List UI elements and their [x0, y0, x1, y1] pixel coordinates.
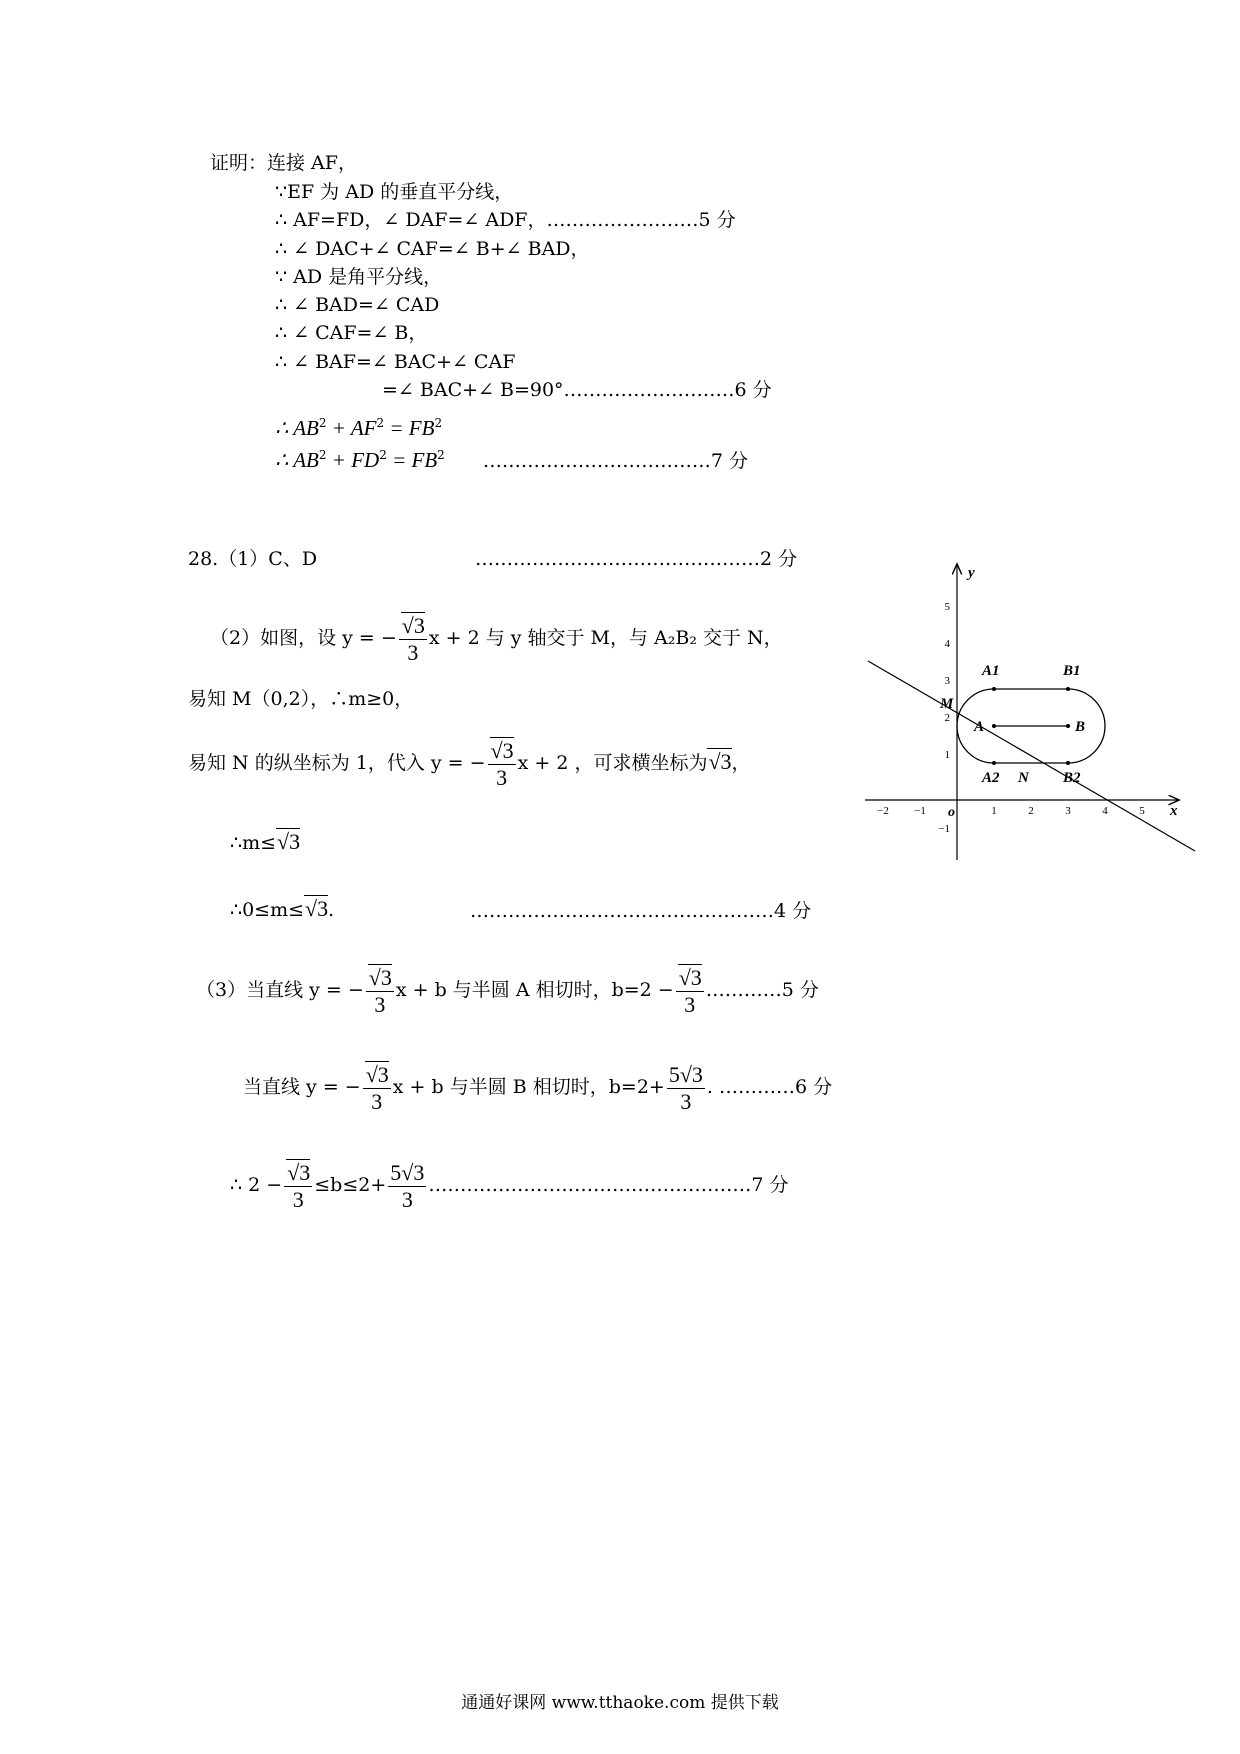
fraction-sqrt3-over-3: $\frac{√3}{3}$	[488, 738, 516, 791]
y-tick: −1	[938, 823, 950, 835]
fraction-sqrt3-over-3: $\frac{√3}{3}$	[676, 965, 704, 1018]
q28-part1: 28.（1）C、D	[188, 548, 318, 570]
proof-line-2: ∵EF 为 AD 的垂直平分线，	[275, 181, 514, 203]
fraction-sqrt3-over-3: $\frac{√3}{3}$	[363, 1062, 391, 1115]
x-tick: 3	[1065, 805, 1071, 817]
q28-part2-line2: 易知 M（0,2），∴m≥0，	[188, 688, 414, 710]
fraction-sqrt3-over-3: $\frac{√3}{3}$	[399, 613, 427, 666]
proof-line-4: ∴ ∠ DAC+∠ CAF=∠ B+∠ BAD，	[275, 238, 590, 260]
label-A2: A2	[982, 770, 1000, 786]
proof-line-7: ∴ ∠ CAF=∠ B，	[275, 322, 428, 344]
x-axis-label: x	[1170, 803, 1178, 819]
y-tick: 1	[944, 749, 950, 761]
q28-part3-line1: （3）当直线 y = − $\frac{√3}{3}$ x + b 与半圆 A 相切时，b=2 − $\frac{√3}{3}$ …………5 分	[196, 964, 819, 1017]
fraction-sqrt3-over-3: $\frac{√3}{3}$	[284, 1160, 312, 1213]
x-tick: 1	[991, 805, 997, 817]
proof-line-5: ∵ AD 是角平分线，	[275, 266, 443, 288]
label-M: M	[940, 696, 954, 712]
label-B1: B1	[1063, 663, 1081, 679]
y-tick: 5	[944, 601, 950, 613]
point-B2	[1066, 761, 1070, 765]
x-tick: −1	[914, 805, 926, 817]
y-tick: 3	[944, 675, 950, 687]
proof-line-1: 证明：连接 AF，	[210, 152, 357, 174]
y-tick: 2	[944, 712, 950, 724]
point-A2	[992, 761, 996, 765]
label-N: N	[1018, 770, 1029, 786]
fraction-sqrt3-over-3: $\frac{√3}{3}$	[366, 965, 394, 1018]
label-B: B	[1075, 719, 1086, 735]
fraction-5sqrt3-over-3: $\frac{5√3}{3}$	[390, 1159, 425, 1212]
q28-part3-line2: 当直线 y = − $\frac{√3}{3}$ x + b 与半圆 B 相切时，b=2+ $\frac{5√3}{3}$ . …………6 分	[243, 1061, 833, 1114]
q28-part3-line3: ∴ 2 − $\frac{√3}{3}$ ≤b≤2+ $\frac{5√3}{3}$ ……………………………………………7 分	[230, 1159, 789, 1212]
point-B1	[1066, 687, 1070, 691]
coordinate-graph	[860, 560, 1210, 870]
q28-part2-line5: ∴0≤m≤√3.	[230, 896, 335, 921]
x-tick: 4	[1102, 805, 1108, 817]
x-tick: −2	[877, 805, 889, 817]
point-A1	[992, 687, 996, 691]
y-axis-label: y	[968, 565, 975, 581]
label-A: A	[974, 719, 985, 735]
x-tick: 5	[1139, 805, 1145, 817]
y-tick: 4	[944, 638, 950, 650]
label-A1: A1	[982, 663, 1000, 679]
point-A	[992, 724, 996, 728]
label-B2: B2	[1063, 770, 1081, 786]
proof-line-10: ∴ $AB^2 + AF^2 = FB^2$	[275, 416, 443, 440]
proof-line-9: =∠ BAC+∠ B=90°………………………6 分	[382, 379, 772, 401]
q28-part2-line1: （2）如图，设 y = − $\frac{√3}{3}$ x + 2 与 y 轴交于 M，与 A₂B₂ 交于 N，	[210, 612, 783, 665]
origin-label: o	[948, 805, 955, 820]
footer: 通通好课网 www.tthaoke.com 提供下载	[461, 1693, 779, 1713]
proof-line-8: ∴ ∠ BAF=∠ BAC+∠ CAF	[275, 351, 516, 373]
q28-part1-score: ………………………………………2 分	[475, 548, 798, 570]
q28-part2-line3: 易知 N 的纵坐标为 1，代入 y = − $\frac{√3}{3}$ x + 2 ，可求横坐标为√3，	[188, 737, 751, 790]
proof-line-6: ∴ ∠ BAD=∠ CAD	[275, 294, 440, 316]
q28-part2-score: …………………………………………4 分	[470, 900, 812, 922]
proof-line-11: ∴ $AB^2 + FD^2 = FB^2$ ………………………………7 分	[275, 448, 748, 472]
q28-part2-line4: ∴m≤√3	[230, 829, 301, 854]
proof-line-3: ∴ AF=FD，∠ DAF=∠ ADF，……………………5 分	[275, 209, 736, 231]
point-B	[1066, 724, 1070, 728]
fraction-5sqrt3-over-3: $\frac{5√3}{3}$	[668, 1061, 703, 1114]
x-tick: 2	[1028, 805, 1034, 817]
